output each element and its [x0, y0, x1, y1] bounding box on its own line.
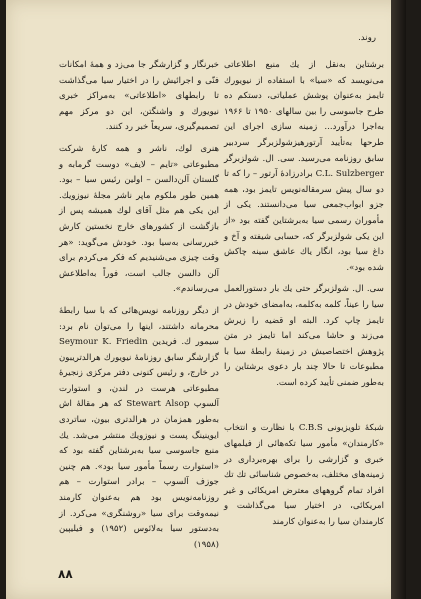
- paragraph: خبرنگار و گزارشگر جا می‌زد و همهٔ امکانات فنّی و اجرائیش را در اختیار سیا می‌گذاشت تا رابطهای «اطلاعاتی» به‌مراکز خبری نیویورك و واشنگتن، این دو مرکز مهم تصمیم‌گیری، سریعاً خبر رد کنند.: [59, 60, 219, 133]
- page-number: ۸۸: [58, 567, 73, 581]
- right-column: [224, 58, 384, 531]
- paragraph: شبکهٔ تلویزیونی C.B.S با نظارت و انتخاب «کارمندان» مأمور سیا تکه‌هائی از فیلمهای خبری و گزارشی را برای بهره‌برداری در زمینه‌های مختلف، به‌خصوص شناسائی تك تك افراد تمام گروههای معترض امریکائی و غیر امریکائی، در اختیار سیا می‌گذاشت و کارمندان سیا را به‌عنوان کارمند: [224, 423, 384, 528]
- paragraph: برشتاین به‌نقل از یك منبع اطلاعاتی می‌نویسد که «سیا» با استفاده از نیویورك تایمز به‌عنوان پوشش عملیاتی، دستکم ده طرح جاسوسی را بین سالهای ۱۹۵۰ تا ۱۹۶۶ به‌اجرا درآورد... زمینه سازی اجرای این طرحها به‌تأیید آرتورهیزشولزبرگر سردبیر سابق روزنامه می‌رسید. سی. ال. شولزبرگر C.L. Sulzberger برادرزادهٔ آرتور – را که تا دو سال پیش سرمقاله‌نویس تایمز بود، همه جزو ابواب‌جمعی سیا می‌دانستند. یکی از مأموران رسمی سیا به‌برشتاین گفته بود «از این یکی شولزبرگر که، حسابی شیفته و آخ و داغ سیا بود، انگار یاك عاشق سینه چاکش شده بود».: [224, 60, 384, 273]
- page-edge: [391, 0, 406, 599]
- page-header: روند.: [358, 33, 376, 43]
- paragraph: از دیگر روزنامه نویس‌هائی که با سیا رابطهٔ محرمانه داشتند، اینها را می‌توان نام برد: سیمور ك. فریدین Seymour K. Friedin گزارشگر سابق روزنامهٔ نیویورك هرالدتریبون در خارج، و رئیس کنونی دفتر مرکزی زنجیرهٔ مطبوعاتی هرست در لندن، و استوارت آلسوپ Stewart Alsop که هر مقالهٔ اش به‌طور همزمان در هرالدتری بیون، ساتردی ایوینینگ پست و نیوزویك منتشر می‌شد. یك منبع جاسوسی سیا به‌برشتاین گفته بود که «استوارت رسماً مأمور سیا بود». هم چنین جوزف آلسوپ – برادر استوارت – هم روزنامه‌نویس بود هم به‌عنوان کارمند نیمه‌وقت برای سیا «روشنگری» می‌کرد. از به‌دستور سیا به‌لائوس (۱۹۵۲) و فیلیپین (۱۹۵۸): [59, 305, 219, 550]
- paragraph: سی. ال. شولزبرگر حتی یك بار دستورالعمل سیا را عیناً، کلمه به‌کلمه، به‌امضای خودش در تایمز چاپ کرد. البته او قضیه را زیرش می‌زند و حاشا می‌کند اما تایمز در متن پژوهش اختصاصیش در زمینهٔ رابطهٔ سیا با مطبوعات تا حالا چند بار دعوی برشتاین را به‌طور ضمنی تأیید کرده است.: [224, 284, 384, 388]
- magazine-page: [6, 0, 406, 599]
- paragraph: هنری لوك، ناشر و همه کارهٔ شرکت مطبوعاتی «تایم – لایف» دوست گرمابه و گلستان آلن‌دالسن – اولین رئیس سیا – بود. همین طور ملکوم ماپر ناشر مجلهٔ نیوزویك. این یکی هم مثل آقای لوك همیشه پس از بازگشت از کشورهای خارج نخستین کارش خبررسانی به‌سیا بود. خودش می‌گوید: «هر وقت چیزی می‌شنیدیم که فکر می‌کردم برای آلن دالسن جالب است، فوراً به‌اطلاعش می‌رساندم».: [59, 143, 219, 295]
- left-column: [59, 58, 219, 553]
